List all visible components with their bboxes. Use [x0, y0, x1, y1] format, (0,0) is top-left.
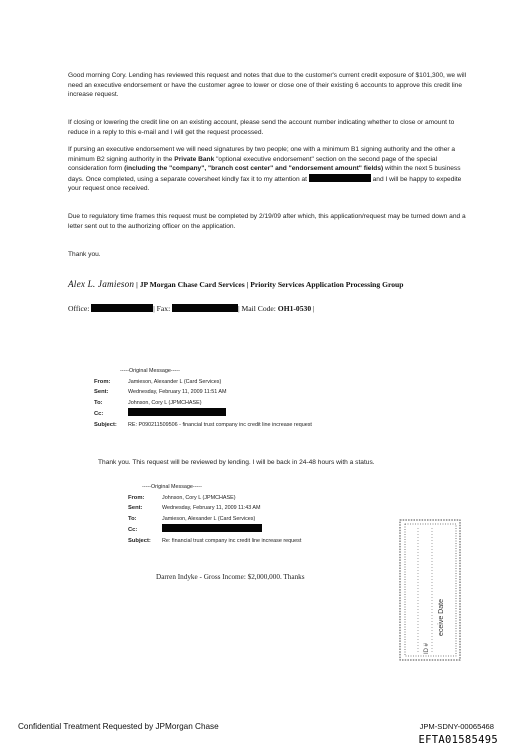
paragraph-text: and I will be happy to expedite your request once received. [68, 175, 462, 193]
subject-label: Subject: [94, 421, 117, 428]
cc-label: Cc: [128, 527, 138, 533]
bold-text-private-bank: Private Bank [174, 155, 215, 163]
signature-name: Alex L. Jamieson [68, 279, 135, 289]
mail-code-label: | Mail Code: [238, 304, 278, 313]
signature-contact-line [68, 304, 315, 313]
bold-text-fields: (including the "company", "branch cost center" and "endorsement amount" fields) [124, 165, 384, 173]
email-signature [68, 279, 478, 290]
message-divider: -----Original Message----- [142, 484, 202, 490]
received-date-stamp [398, 518, 462, 662]
redaction-block [309, 174, 371, 182]
paragraph-text: If pursing an executive endorsement we will need signatures by two people; one with a minimum B1 signing authority and the other a minimum B2 signing authority in the [68, 146, 456, 163]
stamp-frame [398, 518, 462, 662]
sent-label: Sent: [128, 505, 143, 511]
subject-value: Re: financial trust company inc credit line increase request [162, 537, 302, 544]
from-label: From: [128, 494, 145, 501]
document-id: JPM-SDNY-00065468 [419, 722, 494, 731]
message-divider: -----Original Message----- [120, 368, 180, 374]
reply-text: Thank you. This request will be reviewed by lending. I will be back in 24-48 hours with a status. [98, 459, 375, 466]
sent-label: Sent: [94, 389, 109, 395]
sent-value: Wednesday, February 11, 2009 11:43 AM [162, 505, 261, 511]
signature-org: | JP Morgan Chase Card Services | Priority Services Application Processing Group [134, 280, 404, 289]
redaction-block [128, 408, 226, 416]
to-label: To: [94, 399, 103, 406]
from-label: From: [94, 378, 111, 385]
original-message-header-1 [94, 366, 312, 430]
paragraph-text: within the next 5 business days. Once completed, using a separate coversheet kindly fax it to my attention at [68, 165, 461, 183]
stamp-marks: ID # [424, 642, 430, 654]
paragraph-text: Thank you. [68, 251, 101, 258]
paragraph-text: Good morning Cory. Lending has reviewed this request and notes that due to the customer's current credit exposure of $101,300, we will need an executive endorsement or have the customer agree to lower or close one of their existing 6 accounts to approve this credit line increase request. [68, 72, 467, 99]
redaction-block [172, 304, 238, 312]
redaction-block [162, 524, 262, 532]
email-paragraph-4 [68, 212, 473, 231]
from-value: Johnson, Cory L (JPMCHASE) [162, 494, 236, 501]
to-value: Johnson, Cory L (JPMCHASE) [128, 399, 202, 406]
email-paragraph-3 [68, 145, 473, 194]
cc-label: Cc: [94, 411, 104, 417]
sent-value: Wednesday, February 11, 2009 11:51 AM [128, 389, 227, 395]
from-value: Jamieson, Alexander L (Card Services) [128, 378, 222, 385]
email-paragraph-1 [68, 71, 473, 100]
email-paragraph-2 [68, 118, 473, 137]
to-label: To: [128, 515, 137, 522]
mail-code-value: OH1-0530 [277, 304, 312, 313]
email-paragraph-5 [68, 250, 473, 260]
to-value: Jamieson, Alexander L (Card Services) [162, 515, 256, 522]
original-message-body: Darren Indyke - Gross Income: $2,000,000. Thanks [156, 573, 305, 581]
bates-number: EFTA01585495 [418, 734, 498, 746]
office-label: Office: [68, 304, 92, 313]
original-message-header-2 [128, 482, 301, 546]
paragraph-text: "optional executive endorsement" section on the second page of the special consideration form [68, 155, 438, 173]
fax-label: | Fax: [153, 304, 173, 313]
paragraph-text: Due to regulatory time frames this request must be completed by 2/19/09 after which, this application/request may be turned down and a letter sent out to the authorizing officer on the application. [68, 213, 466, 230]
paragraph-text: If closing or lowering the credit line on an existing account, please send the account number indicating whether to close or amount to reduce in a reply to this e-mail and I will get the request processed. [68, 119, 455, 136]
subject-label: Subject: [128, 537, 151, 544]
confidential-footer: Confidential Treatment Requested by JPMorgan Chase [18, 722, 219, 731]
mail-code-end: | [311, 304, 315, 313]
subject-value: RE: P090211509506 - financial trust company inc credit line increase request [128, 421, 312, 428]
stamp-label: eceive Date [438, 599, 445, 636]
redaction-block [91, 304, 153, 312]
